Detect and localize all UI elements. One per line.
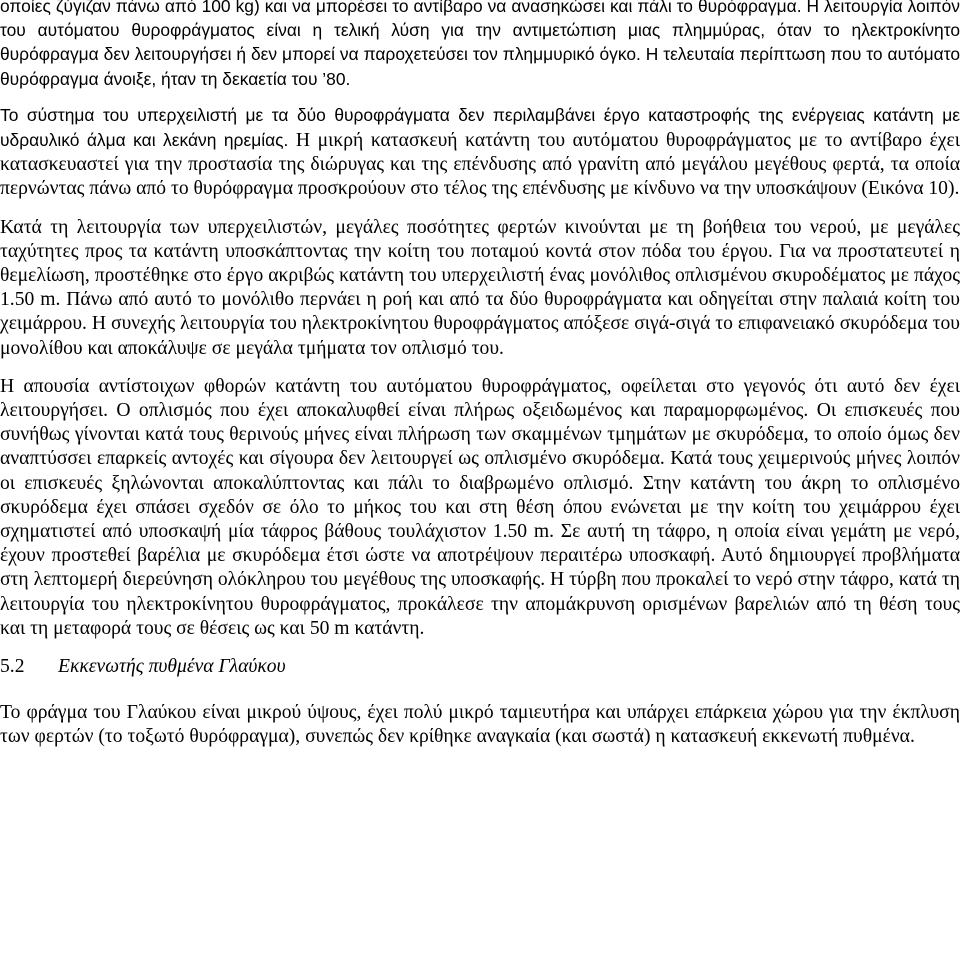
paragraph-2-part-a: Το σύστημα του υπερχειλιστή με τα δύο θυροφράγματα δεν περιλαμβάνει έργο καταστροφής της ενέργειας κατάντη με υδραυλικό άλμα και λεκάνη ηρεμίας. [0,104,960,151]
paragraph-3: Κατά τη λειτουργία των υπερχειλιστών, μεγάλες ποσότητες φερτών κινούνται με τη βοήθεια του νερού, με μεγάλες ταχύτητες προς τα κατάντη υποσκάπτοντας την κοίτη του ποταμού κοντά στον πόδα του έργου. Για να προστατευτεί η θεμελίωση, προστέθηκε στο έργο ακριβώς κατάντη του υπερχειλιστή ένας μονόλιθος οπλισμένου σκυροδέματος με πάχος 1.50 m. Πάνω από αυτό το μονόλιθο περνάει η ροή και από τα δύο θυροφράγματα και οδηγείται στην παλαιά κοίτη του χειμάρρου. Η συνεχής λειτουργία του ηλεκτροκίνητου θυροφράγματος απόξεσε σιγά-σιγά το επιφανειακό σκυρόδεμα του μονολίθου και αποκάλυψε σε μεγάλα τμήματα τον οπλισμό του. [0,216,960,359]
paragraph-5: Το φράγμα του Γλαύκου είναι μικρού ύψους, έχει πολύ μικρό ταμιευτήρα και υπάρχει επάρκεια χώρου για την έκπλυση των φερτών (το τοξωτό θυρόφραγμα), συνεπώς δεν κρίθηκε αναγκαία (και σωστά) η κατασκευή εκκενωτή πυθμένα. [0,702,960,748]
section-heading [0,655,960,679]
section-title: Εκκενωτής πυθμένα Γλαύκου [58,656,286,678]
paragraph-2 [0,103,960,202]
paragraph-1: οποίες ζύγιζαν πάνω από 100 kg) και να μπορέσει το αντίβαρο να ανασηκώσει και πάλι το θυρόφραγμα. Η λειτουργία λοιπόν του αυτόματου θυροφράγματος είναι η τελική λύση για την αντιμετώπιση μιας πλημμύρας, όταν το ηλεκτροκίνητο θυρόφραγμα δεν λειτουργήσει ή δεν μπορεί να παροχετεύσει τον πλημμυρικό όγκο. Η τελευταία περίπτωση που το αυτόματο θυρόφραγμα άνοιξε, ήταν τη δεκαετία του ’80. [0,0,960,89]
section-number: 5.2 [0,656,25,678]
paragraph-2-part-b: Η μικρή κατασκευή κατάντη του αυτόματου θυροφράγματος με το αντίβαρο έχει κατασκευαστεί για την προστασία της διώρυγας και της επένδυσης από γρανίτη από μεγάλου μεγέθους φερτά, τα οποία περνώντας πάνω από το θυρόφραγμα προσκρούουν στο τέλος της επένδυσης με κίνδυνο να την υποσκάψουν (Εικόνα 10). [0,130,960,200]
paragraph-4: Η απουσία αντίστοιχων φθορών κατάντη του αυτόματου θυροφράγματος, οφείλεται στο γεγονός ότι αυτό δεν έχει λειτουργήσει. Ο οπλισμός που έχει αποκαλυφθεί είναι πλήρως οξειδωμένος και παραμορφωμένος. Οι επισκευές που συνήθως γίνονται κατά τους θερινούς μήνες είναι πλήρωση των σκαμμένων τμημάτων με σκυρόδεμα, το οποίο όμως δεν αναπτύσσει επαρκείς αντοχές και σίγουρα δεν λειτουργεί ως οπλισμένο σκυρόδεμα. Κατά τους χειμερινούς μήνες λοιπόν οι επισκευές ξηλώνονται αποκαλύπτοντας και πάλι το διαβρωμένο οπλισμό. Στην κατάντη του άκρη το οπλισμένο σκυρόδεμα έχει σπάσει σχεδόν σε όλο το μήκος του και στη θέση όπου ενώνεται με την κοίτη του χειμάρρου έχει σχηματιστεί από υποσκαψή μία τάφρος βάθους τουλάχιστον 1.50 m. Σε αυτή τη τάφρο, η οποία είναι γεμάτη με νερό, έχουν προστεθεί βαρέλια με σκυρόδεμα έτσι ώστε να αποτρέψουν περαιτέρω υποσκαφή. Αυτό δημιουργεί προβλήματα στη λεπτομερή διερεύνηση ολόκληρου του μεγέθους της υποσκαφής. Η τύρβη που προκαλεί το νερό στην τάφρο, κατά τη λειτουργία του ηλεκτροκίνητου θυροφράγματος, προκάλεσε την απομάκρυνση ορισμένων βαρελιών από τη θέση τους και τη μεταφορά τους σε θέσεις ως και 50 m κατάντη. [0,375,960,639]
